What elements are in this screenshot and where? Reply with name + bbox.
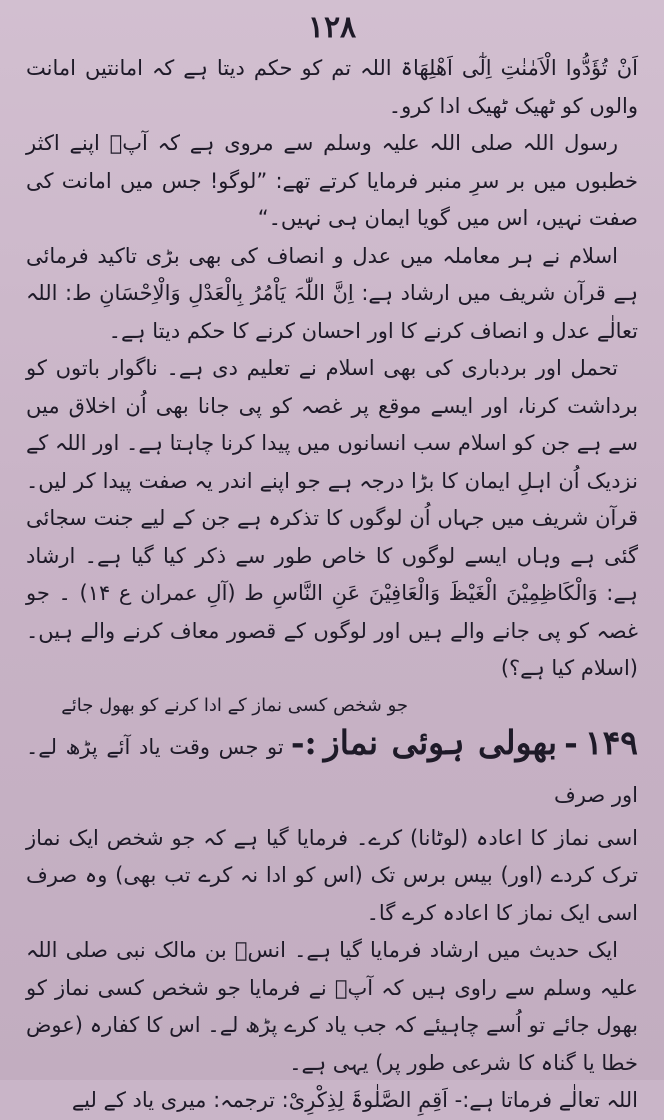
paragraph: تحمل اور بردباری کی بھی اسلام نے تعلیم دی ہے۔ ناگوار باتوں کو برداشت کرنا، اور ایسے موقع پر غصہ کو پی جانا بھی اُن اخلاق میں سے ہے جن کو اسلام سب انسانوں میں پیدا کرنا چاہتا ہے۔ اور اللہ کے نزدیک اُن اہلِ ایمان کا بڑا درجہ ہے جو اپنے اندر یہ صفت پیدا کر لیں۔ قرآن شریف میں جہاں اُن لوگوں کا تذکرہ ہے جن کے لیے جنت سجائی گئی ہے وہاں ایسے لوگوں کا خاص طور سے ذکر کیا گیا ہے۔ ارشاد ہے: وَالْکَاظِمِیْنَ الْغَیْظَ وَالْعَافِیْنَ عَنِ النَّاسِ ط (آلِ عمران ع ۱۴) ۔ جو غصہ کو پی جانے والے ہیں اور لوگوں کے قصور معاف کرنے والے ہیں۔ (اسلام کیا ہے؟) [26, 356, 638, 680]
paragraph: رسول اللہ صلی اللہ علیہ وسلم سے مروی ہے کہ آپؐ اپنے اکثر خطبوں میں بر سرِ منبر فرمایا کرتے تھے: ”لوگو! جس میں امانت کی صفت نہیں، اس میں گویا ایمان ہی نہیں۔“ [26, 131, 638, 230]
paragraph: اَنْ تُؤَدُّوا الْاَمٰنٰتِ اِلٰٓی اَھْلِھَاۃ اللہ تم کو حکم دیتا ہے کہ امانتیں امانت والوں کو ٹھیک ٹھیک ادا کرو۔ [26, 56, 638, 118]
section-note: جو شخص کسی نماز کے ادا کرنے کو بھول جائے [61, 694, 408, 716]
section-heading-line: ۱۴۹ - بھولی ہوئی نماز :- تو جس وقت یاد آئے پڑھ لے۔ اور صرف [26, 722, 639, 807]
section-heading [26, 692, 638, 820]
paragraph: اسلام نے ہر معاملہ میں عدل و انصاف کی بھی بڑی تاکید فرمائی ہے قرآن شریف میں ارشاد ہے: اِنَّ اللّٰہَ یَاْمُرُ بِالْعَدْلِ وَالْاِحْسَانِ ط: اللہ تعالٰے عدل و انصاف کرنے کا اور احسان کرنے کا حکم دیتا ہے۔ [26, 243, 638, 343]
page-content [26, 50, 638, 1120]
section-lead: تو جس وقت یاد آئے پڑھ لے۔ اور صرف [26, 734, 638, 807]
section-number: ۱۴۹ [584, 722, 639, 762]
section-body: اسی نماز کا اعادہ (لوٹانا) کرے۔ فرمایا گیا ہے کہ جو شخص ایک نماز ترک کردے (اور) بیس برس تک (اس کو ادا نہ کرے تب بھی) وہ صرف اسی ایک نماز کا اعادہ کرے گا۔ [26, 825, 638, 925]
paragraph: اللہ تعالٰے فرماتا ہے:- اَقِمِ الصَّلٰوۃَ لِذِکْرِیْ: ترجمہ: میری یاد کے لیے [71, 1088, 638, 1112]
page-number: ۱۲۸ [307, 10, 357, 45]
paragraph: ایک حدیث میں ارشاد فرمایا گیا ہے۔ انسؓ بن مالک نبی صلی اللہ علیہ وسلم سے راوی ہیں کہ آپؐ نے فرمایا جو شخص کسی نماز کو بھول جائے تو اُسے چاہیئے کہ جب یاد کرے پڑھ لے۔ اس کا کفارہ (عوض خطا یا گناہ کا شرعی طور پر) یہی ہے۔ [26, 938, 638, 1075]
section-title: بھولی ہوئی نماز [323, 722, 558, 762]
section-marker: :- [290, 722, 317, 762]
